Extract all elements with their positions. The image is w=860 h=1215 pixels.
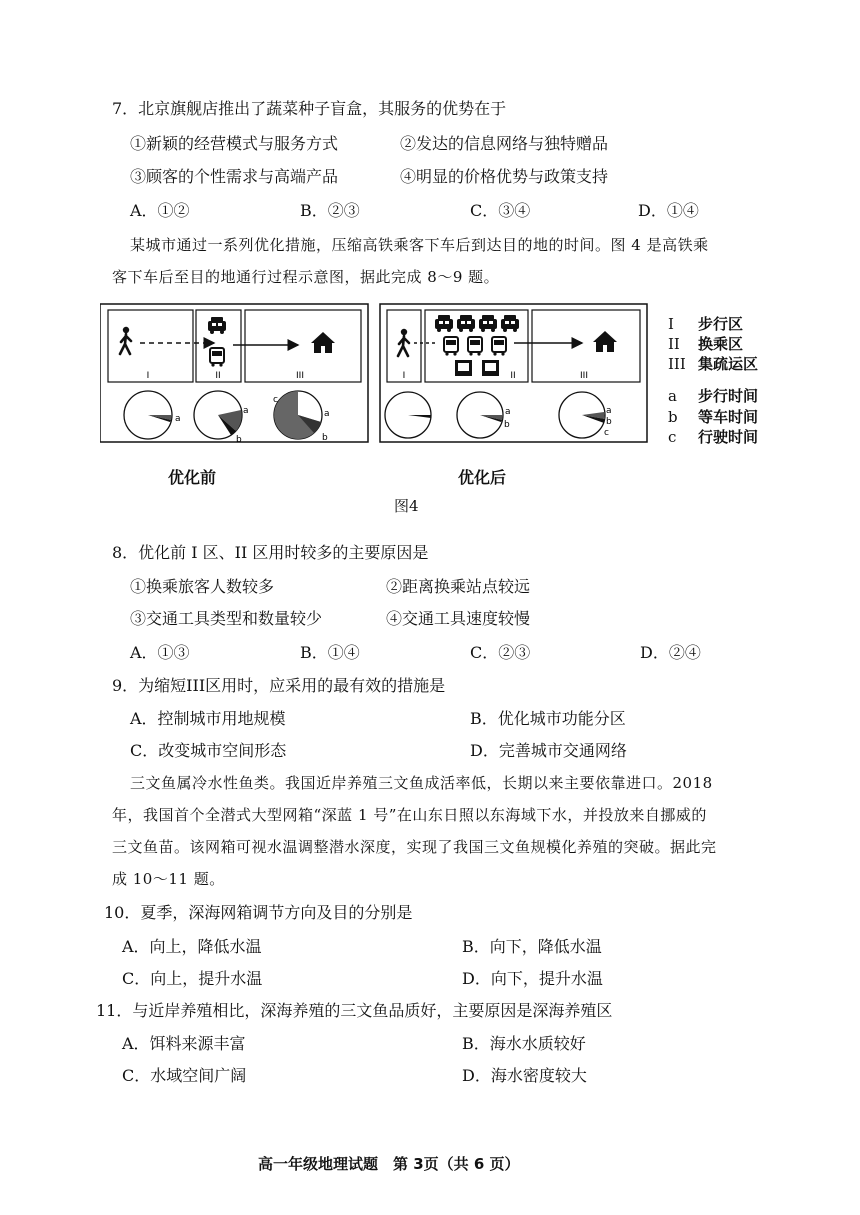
q11-choice-a: A．饵料来源丰富 bbox=[122, 1034, 246, 1053]
passage2-line2: 年，我国首个全潜式大型网箱“深蓝 1 号”在山东日照以东海域下水，并投放来自挪威的 bbox=[112, 806, 707, 824]
before-panel bbox=[100, 298, 368, 445]
svg-text:a: a bbox=[175, 414, 181, 424]
q7-item-3: ③顾客的个性需求与高端产品 bbox=[130, 167, 339, 186]
svg-text:II: II bbox=[510, 371, 516, 381]
before-label: 优化前 bbox=[168, 468, 217, 487]
q10-choice-d: D．向下，提升水温 bbox=[462, 969, 603, 988]
q8-choice-d: D．②④ bbox=[640, 643, 701, 662]
q7-item-2: ②发达的信息网络与独特赠品 bbox=[400, 134, 609, 153]
q8-choice-b: B．①④ bbox=[300, 643, 360, 662]
house-icon bbox=[311, 332, 335, 353]
q7-choice-b: B．②③ bbox=[300, 201, 360, 220]
q8-stem: 8．优化前 I 区、II 区用时较多的主要原因是 bbox=[112, 543, 429, 562]
q7-item-1: ①新颖的经营模式与服务方式 bbox=[130, 134, 339, 153]
q10-choice-a: A．向上，降低水温 bbox=[122, 937, 262, 956]
q7-stem: 7．北京旗舰店推出了蔬菜种子盲盒，其服务的优势在于 bbox=[112, 99, 507, 118]
q9-stem: 9．为缩短III区用时，应采用的最有效的措施是 bbox=[112, 676, 446, 695]
legend-b: b 等车时间 bbox=[668, 408, 759, 426]
q11-choice-b: B．海水水质较好 bbox=[462, 1034, 586, 1053]
q9-choice-d: D．完善城市交通网络 bbox=[470, 741, 627, 760]
legend-a: a 步行时间 bbox=[668, 387, 759, 405]
legend-c: c 行驶时间 bbox=[668, 428, 759, 446]
q8-item-4: ④交通工具速度较慢 bbox=[386, 609, 531, 628]
passage1-line1: 某城市通过一系列优化措施，压缩高铁乘客下车后到达目的地的时间。图 4 是高铁乘 bbox=[130, 236, 709, 254]
after-label: 优化后 bbox=[458, 468, 507, 487]
passage2-line1: 三文鱼属冷水性鱼类。我国近岸养殖三文鱼成活率低，长期以来主要依靠进口。2018 bbox=[130, 774, 713, 792]
svg-text:a: a bbox=[243, 406, 249, 416]
q10-choice-c: C．向上，提升水温 bbox=[122, 969, 263, 988]
svg-text:a: a bbox=[606, 406, 612, 416]
q9-choice-c: C．改变城市空间形态 bbox=[130, 741, 287, 760]
svg-text:I: I bbox=[402, 371, 406, 381]
q11-choice-c: C．水域空间广阔 bbox=[122, 1066, 247, 1085]
legend-III: III 集疏运区 bbox=[668, 355, 759, 373]
svg-text:c: c bbox=[604, 428, 609, 438]
q7-choice-d: D．①④ bbox=[638, 201, 699, 220]
q8-item-2: ②距离换乘站点较远 bbox=[386, 577, 531, 596]
q10-stem: 10．夏季，深海网箱调节方向及目的分别是 bbox=[104, 903, 413, 922]
q7-choice-c: C．③④ bbox=[470, 201, 531, 220]
legend-II: II 换乘区 bbox=[668, 335, 744, 353]
figure-4-diagram bbox=[100, 298, 660, 450]
q9-choice-b: B．优化城市功能分区 bbox=[470, 709, 626, 728]
zone-label-III: III bbox=[296, 371, 304, 381]
q9-choice-a: A．控制城市用地规模 bbox=[130, 709, 286, 728]
svg-text:a: a bbox=[324, 409, 330, 419]
q10-choice-b: B．向下，降低水温 bbox=[462, 937, 602, 956]
q8-choice-a: A．①③ bbox=[130, 643, 190, 662]
svg-text:b: b bbox=[504, 420, 510, 430]
svg-text:b: b bbox=[322, 433, 328, 443]
bus-icon bbox=[210, 348, 224, 367]
q11-stem: 11．与近岸养殖相比，深海养殖的三文鱼品质好，主要原因是深海养殖区 bbox=[96, 1001, 613, 1020]
q8-item-1: ①换乘旅客人数较多 bbox=[130, 577, 275, 596]
after-panel bbox=[380, 304, 647, 442]
svg-text:a: a bbox=[505, 407, 511, 417]
taxi-icon bbox=[208, 317, 226, 334]
figure-caption: 图4 bbox=[394, 497, 419, 515]
legend-I: I 步行区 bbox=[668, 315, 744, 333]
zone-label-II: II bbox=[215, 371, 221, 381]
zone-label-I: I bbox=[146, 371, 150, 381]
q7-choice-a: A．①② bbox=[130, 201, 190, 220]
page-footer: 高一年级地理试题 第 3页（共 6 页） bbox=[258, 1155, 520, 1173]
passage2-line4: 成 10～11 题。 bbox=[112, 870, 225, 888]
passage2-line3: 三文鱼苗。该网箱可视水温调整潜水深度，实现了我国三文鱼规模化养殖的突破。据此完 bbox=[112, 838, 717, 856]
svg-text:b: b bbox=[606, 417, 612, 427]
walker-icon bbox=[120, 327, 131, 354]
svg-text:b: b bbox=[236, 435, 242, 445]
q11-choice-d: D．海水密度较大 bbox=[462, 1066, 587, 1085]
q8-item-3: ③交通工具类型和数量较少 bbox=[130, 609, 323, 628]
q8-choice-c: C．②③ bbox=[470, 643, 531, 662]
q7-item-4: ④明显的价格优势与政策支持 bbox=[400, 167, 609, 186]
passage1-line2: 客下车后至目的地通行过程示意图，据此完成 8～9 题。 bbox=[112, 268, 500, 286]
svg-text:III: III bbox=[580, 371, 588, 381]
svg-text:c: c bbox=[273, 395, 278, 405]
